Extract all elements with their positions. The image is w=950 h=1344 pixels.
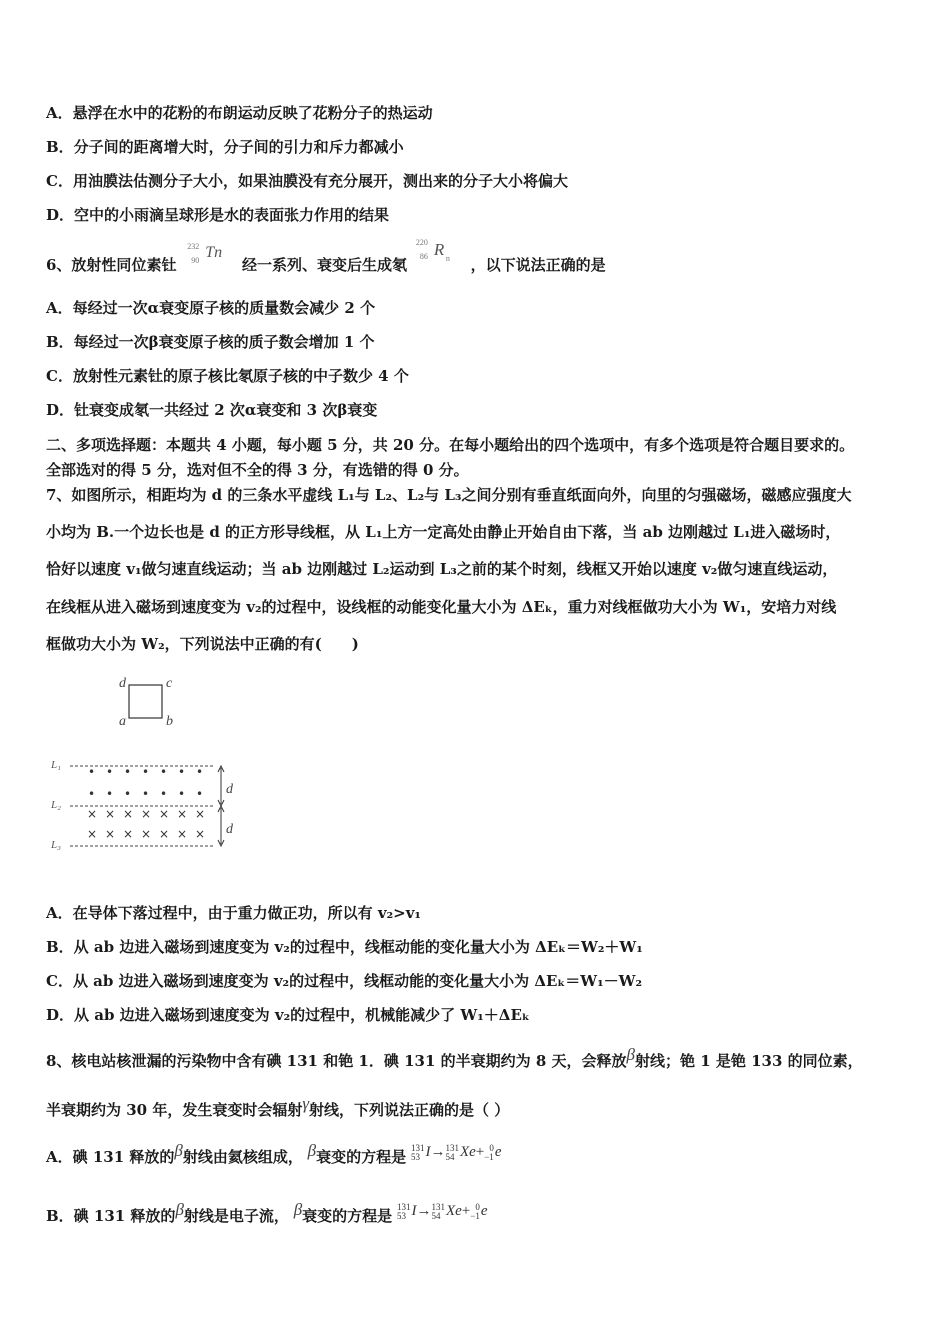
field-cross: × [123,827,134,841]
dim-label-d-upper: d [226,782,233,797]
field-dot: • [88,787,96,801]
field-cross: × [141,807,152,821]
field-cross: × [105,807,116,821]
field-dot: • [178,765,186,779]
beta-symbol: β [174,1141,183,1160]
q7-line3: 恰好以速度 v₁做匀速直线运动；当 ab 边刚越过 L₂运动到 L₃之前的某个时刻，线框又开始以速度 v₂做匀速直线运动， [46,560,838,578]
q8-line1: 8、核电站核泄漏的污染物中含有碘 131 和铯 1．碘 131 的半衰期约为 8 天，会释放β射线；铯 1 是铯 133 的同位素， [46,1045,863,1070]
decay-equation: 131 53 I→ 131 54 Xe+ 0 −1 e [396,1201,488,1221]
field-cross: × [177,827,188,841]
section2-line1: 二、多项选择题：本题共 4 小题，每小题 5 分，共 20 分。在每小题给出的四个选项中，有多个选项是符合题目要求的。 [46,436,855,454]
q7-line2: 小均为 B.一个边长也是 d 的正方形导线框，从 L₁上方一定高处由静止开始自由下落，当 ab 边刚越过 L₁进入磁场时， [46,523,841,541]
corner-label-a: a [119,714,126,729]
field-dot: • [178,787,186,801]
field-cross: × [123,807,134,821]
q6-stem-a: 6、放射性同位素钍 [46,256,177,274]
label-L2: L₂ [51,799,61,811]
field-dot: • [196,765,204,779]
field-dot: • [142,787,150,801]
beta-symbol: β [175,1200,184,1219]
q5-option-b: B．分子间的距离增大时，分子间的引力和斥力都减小 [46,138,404,156]
decay-equation: 131 53 I→ 131 54 Xe+ 0 −1 e [410,1142,502,1162]
label-L3: L₃ [51,839,61,851]
q7-option-a: A．在导体下落过程中，由于重力做正功，所以有 v₂>v₁ [46,904,422,922]
field-cross: × [177,807,188,821]
thorium-nuclide: 232 90 Tn [187,242,223,265]
q6-option-a: A．每经过一次α衰变原子核的质量数会减少 2 个 [46,299,376,317]
field-in-crosses [87,807,205,841]
section2-line2: 全部选对的得 5 分，选对但不全的得 3 分，有选错的得 0 分。 [46,461,469,479]
square-frame [129,685,162,718]
q7-line1: 7、如图所示，相距均为 d 的三条水平虚线 L₁与 L₂、L₂与 L₃之间分别有垂直纸面向外，向里的匀强磁场，磁感应强度大 [46,486,852,504]
field-dot: • [106,787,114,801]
field-dot: • [124,787,132,801]
field-cross: × [87,827,98,841]
corner-label-c: c [166,676,173,691]
field-cross: × [159,807,170,821]
field-cross: × [159,827,170,841]
q7-figure [40,670,260,860]
gamma-symbol: γ [302,1094,310,1113]
q5-option-d: D．空中的小雨滴呈球形是水的表面张力作用的结果 [46,206,390,224]
beta-symbol: β [307,1141,317,1160]
q7-option-c: C．从 ab 边进入磁场到速度变为 v₂的过程中，线框动能的变化量大小为 ΔEₖ＝W₁－W₂ [46,972,643,990]
q8-line2: 半衰期约为 30 年，发生衰变时会辐射γ射线，下列说法正确的是（ ） [46,1094,510,1119]
q8-option-b: B．碘 131 释放的β射线是电子流， β衰变的方程是 131 53 I→ 131 54 Xe+ 0 −1 e [46,1200,488,1225]
corner-label-b: b [166,714,173,729]
field-cross: × [87,807,98,821]
dim-label-d-lower: d [226,822,233,837]
beta-symbol: β [626,1045,635,1064]
field-dot: • [142,765,150,779]
q7-line5: 框做功大小为 W₂，下列说法中正确的有( ) [46,635,359,653]
radon-nuclide: 220 86 R n [415,238,450,263]
q7-option-b: B．从 ab 边进入磁场到速度变为 v₂的过程中，线框动能的变化量大小为 ΔEₖ＝W₂＋W₁ [46,938,643,956]
q8-option-a: A．碘 131 释放的β射线由氦核组成， β衰变的方程是 131 53 I→ 131 54 Xe+ 0 −1 e [46,1141,502,1166]
field-dot: • [124,765,132,779]
field-dot: • [88,765,96,779]
field-dot: • [106,765,114,779]
field-cross: × [195,827,206,841]
label-L1: L₁ [51,759,61,771]
q7-option-d: D．从 ab 边进入磁场到速度变为 v₂的过程中，机械能减少了 W₁＋ΔEₖ [46,1006,530,1024]
field-cross: × [105,827,116,841]
q6-option-d: D．钍衰变成氡一共经过 2 次α衰变和 3 次β衰变 [46,401,378,419]
field-cross: × [141,827,152,841]
q6-stem [46,238,606,275]
beta-symbol: β [293,1200,303,1219]
field-out-dots [88,765,203,801]
q7-line4: 在线框从进入磁场到速度变为 v₂的过程中，设线框的动能变化量大小为 ΔEₖ，重力对线框做功大小为 W₁，安培力对线 [46,598,837,616]
field-dot: • [196,787,204,801]
q6-stem-b: 经一系列、衰变后生成氡 [242,256,408,274]
field-dot: • [160,787,168,801]
q5-option-a: A．悬浮在水中的花粉的布朗运动反映了花粉分子的热运动 [46,104,433,122]
field-dot: • [160,765,168,779]
q6-option-b: B．每经过一次β衰变原子核的质子数会增加 1 个 [46,333,375,351]
q6-stem-c: ，以下说法正确的是 [470,256,606,274]
field-cross: × [195,807,206,821]
corner-label-d: d [119,676,126,691]
q5-option-c: C．用油膜法估测分子大小，如果油膜没有充分展开，测出来的分子大小将偏大 [46,172,568,190]
q6-option-c: C．放射性元素钍的原子核比氡原子核的中子数少 4 个 [46,367,409,385]
